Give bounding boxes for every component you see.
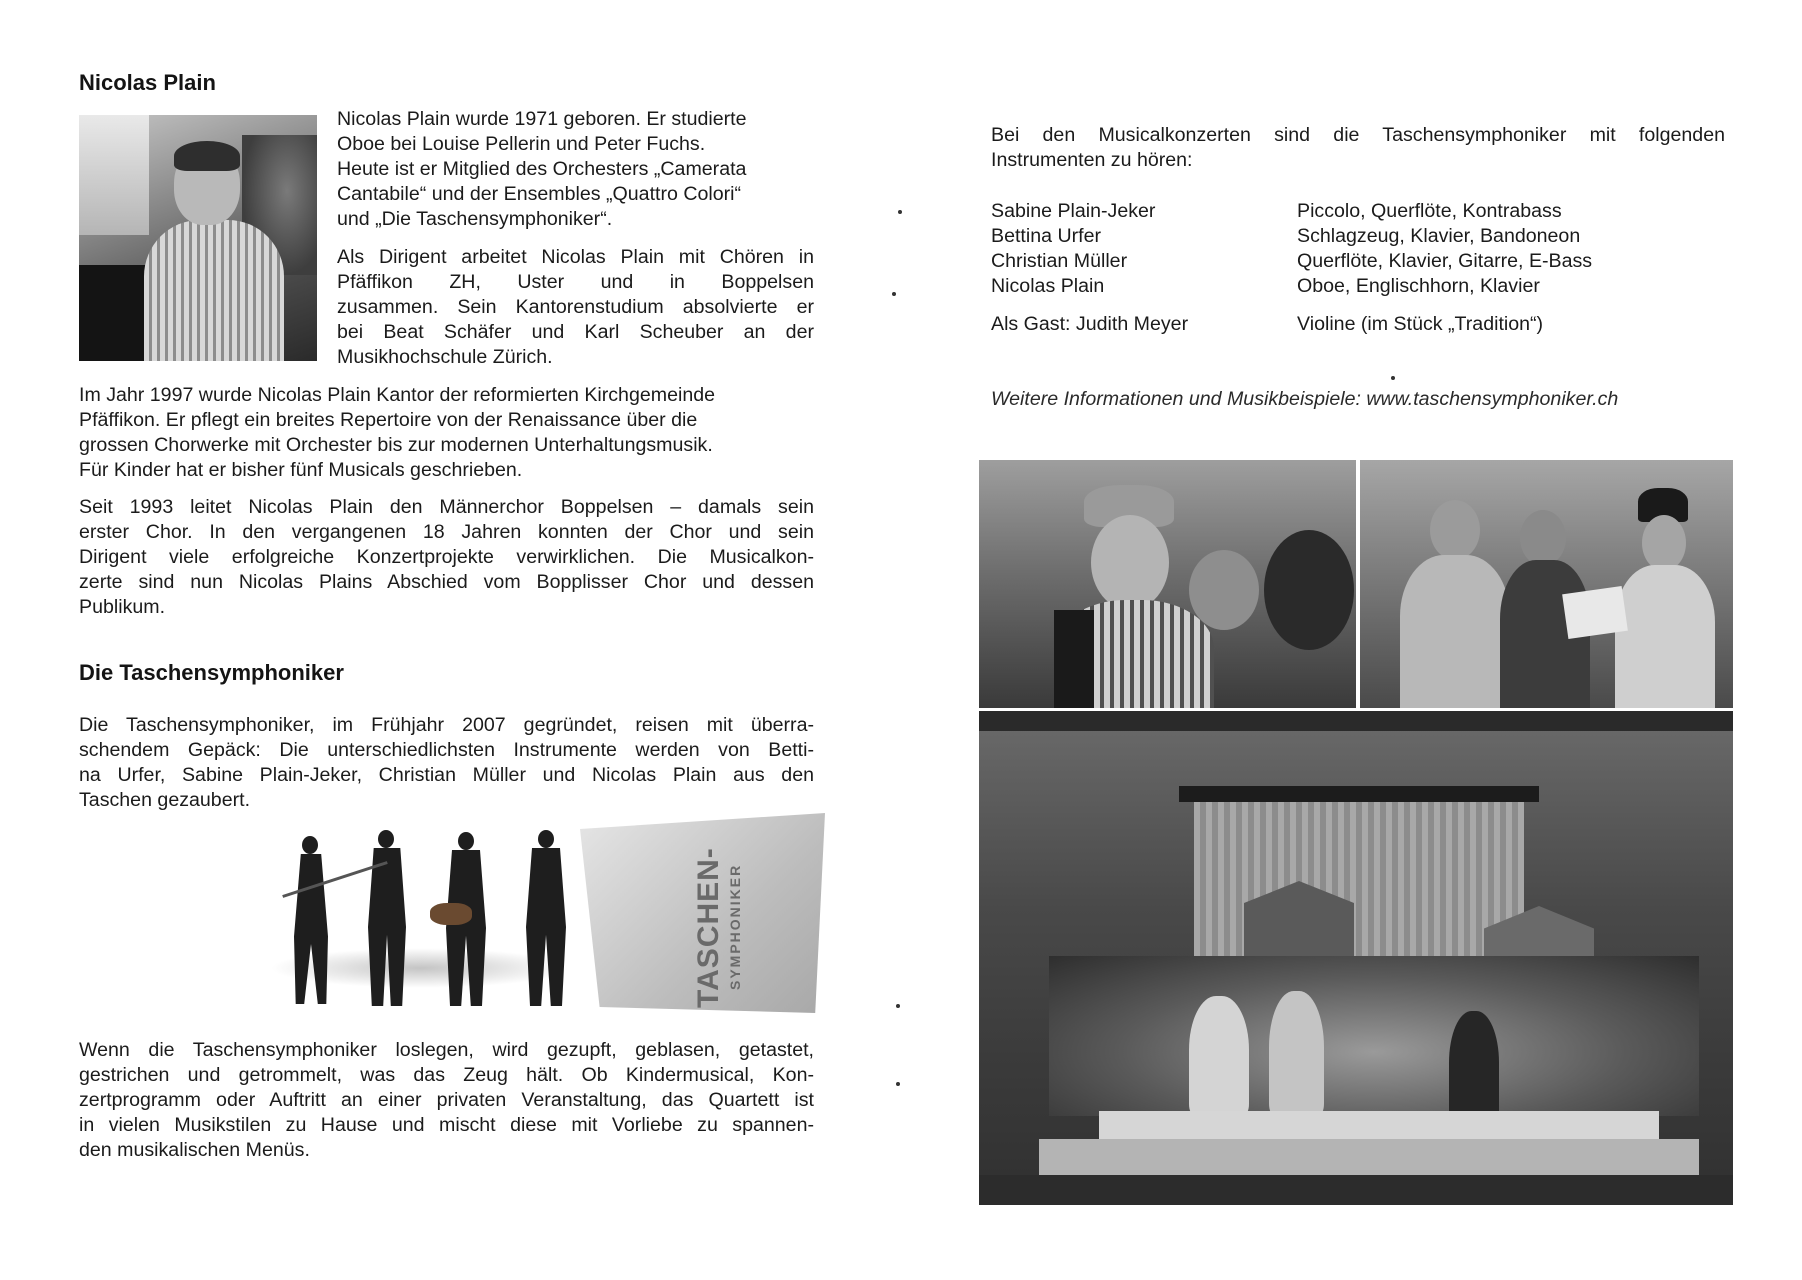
musician-3-head [458,832,474,850]
cast-member-white-shirt [1269,991,1324,1116]
stage-step-upper [1099,1111,1659,1139]
person-head [1430,500,1480,560]
text-line: zertprogramm oder Auftritt an einer privaten Veranstaltung, das Quartett ist [79,1089,814,1111]
face [1091,515,1169,610]
person-head [1642,515,1686,571]
guest-name: Als Gast: Judith Meyer [991,313,1189,335]
taschen-outro-paragraph [79,1038,814,1163]
person-body [1615,565,1715,708]
text-line: Als Dirigent arbeitet Nicolas Plain mit Chören in [337,246,814,268]
stage-photo-men-with-papers [1360,460,1733,708]
more-info-link-text: Weitere Informationen und Musikbeispiele: www.taschensymphoniker.ch [991,388,1619,410]
stage-photo-man-with-hat [979,460,1356,708]
person-body [1400,555,1510,708]
bag-logo-text: TASCHEN- [692,847,725,1008]
vest [1054,610,1094,708]
kantor-paragraph [79,383,814,483]
text-line: bei Beat Schäfer und Karl Scheuber an der [337,321,814,343]
fold-mark [892,292,896,296]
text-line: Oboe bei Louise Pellerin und Peter Fuchs. [337,133,706,155]
paper-sheet [1562,586,1628,639]
member-name: Christian Müller [991,250,1128,272]
text-line: grossen Chorwerke mit Orchester bis zur modernen Unterhaltungsmusik. [79,434,713,456]
dirigent-paragraph [337,245,814,370]
text-line: na Urfer, Sabine Plain-Jeker, Christian Müller und Nicolas Plain aus den [79,764,814,786]
portrait-window [79,115,149,235]
text-line: Die Taschensymphoniker, im Frühjahr 2007 gegründet, reisen mit überra- [79,714,814,736]
text-line: Für Kinder hat er bisher fünf Musicals geschrieben. [79,459,523,481]
background-person [1189,550,1259,630]
text-line: Wenn die Taschensymphoniker loslegen, wird gezupft, geblasen, getastet, [79,1039,814,1061]
heading-taschensymphoniker: Die Taschensymphoniker [79,660,344,685]
person-head [1520,510,1566,566]
text-line: Nicolas Plain wurde 1971 geboren. Er studierte [337,108,747,130]
background-person [1264,530,1354,650]
stage-step-lower [1039,1139,1699,1175]
text-line: gestrichen und getrommelt, was das Zeug hält. Ob Kindermusical, Kon- [79,1064,814,1086]
member-instruments: Piccolo, Querflöte, Kontrabass [1297,200,1562,222]
fold-mark [896,1004,900,1008]
text-line: Pfäffikon ZH, Uster und in Boppelsen [337,271,814,293]
guitar-illustration [430,903,472,925]
text-line: Musikhochschule Zürich. [337,346,553,368]
stray-dot [1391,376,1395,380]
text-line: und „Die Taschensymphoniker“. [337,208,613,230]
text-line: Heute ist er Mitglied des Orchesters „Camerata [337,158,747,180]
text-line: zusammen. Sein Kantorenstudium absolvierte er [337,296,814,318]
member-instruments: Oboe, Englischhorn, Klavier [1297,275,1540,297]
member-instruments: Querflöte, Klavier, Gitarre, E-Bass [1297,250,1593,272]
portrait-photo-nicolas-plain [79,115,317,361]
text-line: Seit 1993 leitet Nicolas Plain den Männerchor Boppelsen – damals sein [79,496,814,518]
text-line: Im Jahr 1997 wurde Nicolas Plain Kantor der reformierten Kirchgemeinde [79,384,716,406]
taschensymphoniker-group-image [280,808,825,1018]
bio-paragraph [337,107,814,232]
member-name: Nicolas Plain [991,275,1105,297]
text-line: Publikum. [79,596,166,618]
fold-mark [898,210,902,214]
guest-instruments: Violine (im Stück „Tradition“) [1297,313,1544,335]
text-line: zerte sind nun Nicolas Plains Abschied vom Bopplisser Chor und dessen [79,571,814,593]
text-line: erster Chor. In den vergangenen 18 Jahren konnten der Chor und sein [79,521,814,543]
bag-logo-subtext: SYMPHONIKER [727,863,743,990]
cast-crowd [1049,956,1699,1116]
text-line: in vielen Musikstilen zu Hause und mischt diese mit Vorliebe zu spannen- [79,1114,814,1136]
portrait-hair [174,141,240,171]
stage-floor [979,1175,1733,1205]
musician-1-head [302,836,318,854]
cast-member-white-dress [1189,996,1249,1116]
chor-paragraph [79,495,814,620]
text-line: Cantabile“ und der Ensembles „Quattro Colori“ [337,183,742,205]
musician-4-head [538,830,554,848]
text-line: Pfäffikon. Er pflegt ein breites Repertoire von der Renaissance über die [79,409,698,431]
text-line: Instrumenten zu hören: [991,149,1193,171]
portrait-shirt [144,220,284,361]
taschen-intro-paragraph [79,713,814,813]
member-name: Sabine Plain-Jeker [991,200,1156,222]
fold-mark [896,1082,900,1086]
member-instruments: Schlagzeug, Klavier, Bandoneon [1297,225,1581,247]
musician-2-head [378,830,394,848]
conductor-silhouette [1449,1011,1499,1126]
stage-photo-full-cast [979,711,1733,1205]
text-line: schendem Gepäck: Die unterschiedlichsten Instrumente werden von Betti- [79,739,814,761]
text-line: Taschen gezaubert. [79,789,251,811]
member-name: Bettina Urfer [991,225,1101,247]
text-line: Dirigent viele erfolgreiche Konzertprojekte verwirklichen. Die Musicalkon- [79,546,814,568]
text-line: den musikalischen Menüs. [79,1139,310,1161]
ceiling [979,711,1733,731]
instruments-intro-paragraph [991,123,1725,173]
heading-nicolas-plain: Nicolas Plain [79,70,216,95]
proscenium-top [1179,786,1539,802]
text-line: Bei den Musicalkonzerten sind die Taschensymphoniker mit folgenden [991,124,1725,146]
